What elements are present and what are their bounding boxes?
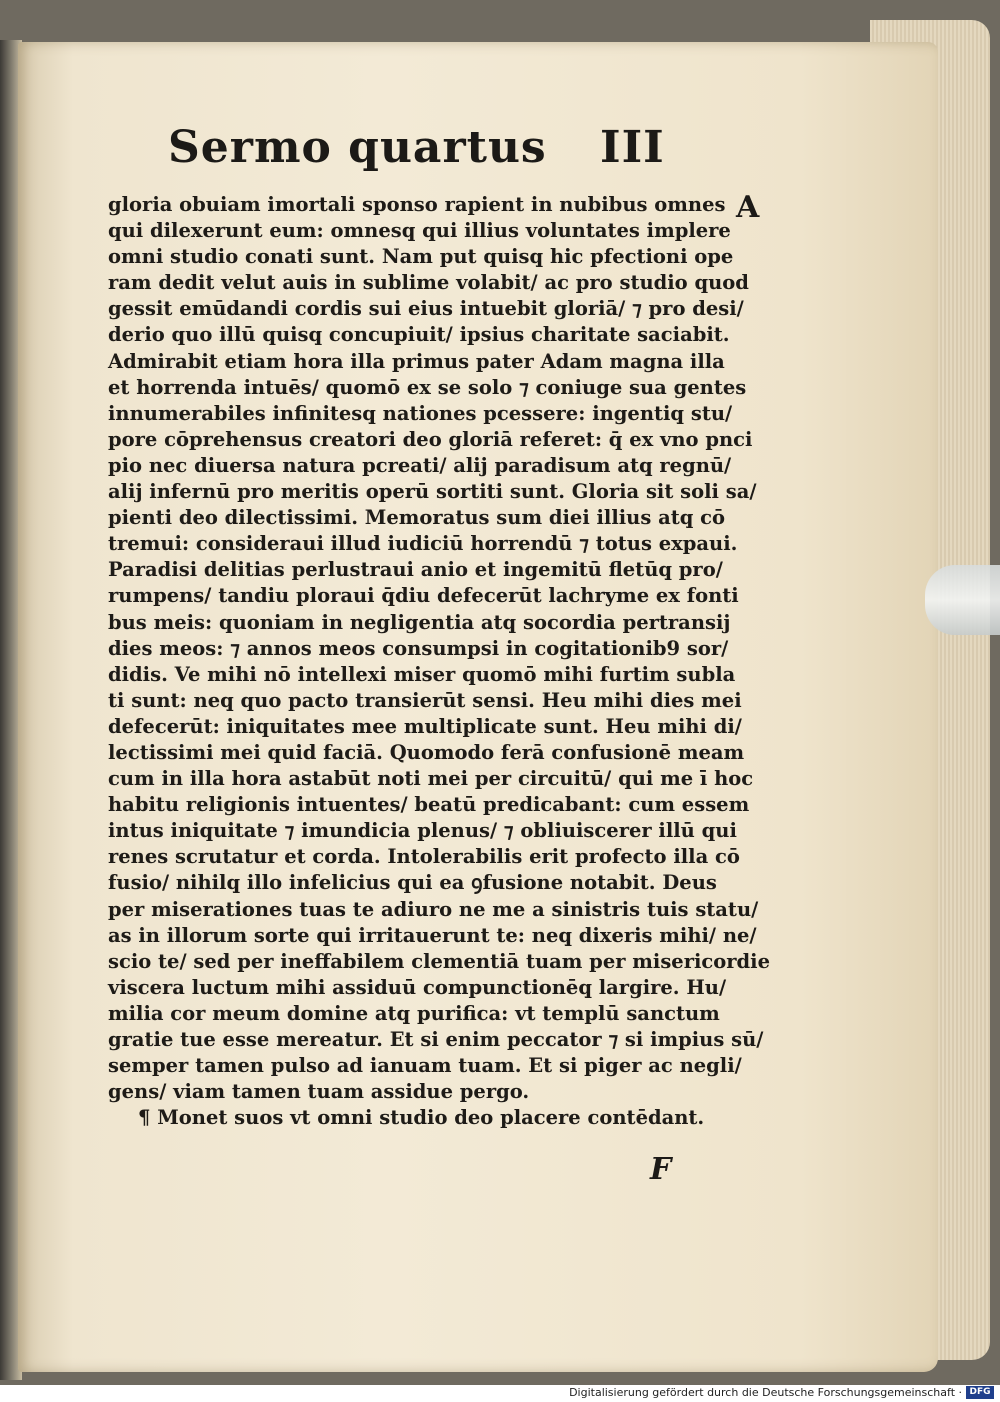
text-line: didis. Ve mihi nō intellexi miser quomō mihi furtim subla: [108, 662, 736, 686]
text-line: renes scrutatur et corda. Intolerabilis erit profecto illa cō: [108, 845, 740, 869]
body-text: [108, 192, 771, 1131]
text-line: gens/ viam tamen tuam assidue pergo.: [108, 1080, 530, 1104]
footer-bar: [0, 1385, 1000, 1402]
text-line: defecerūt: iniquitates mee multiplicate sunt. Heu mihi di/: [108, 714, 742, 738]
dfg-logo: DFG: [966, 1386, 994, 1399]
text-line: bus meis: quoniam in negligentia atq̧ socordia pertransij: [108, 610, 731, 634]
text-line: pio nec diuersa natura pcreati/ alij paradisum atq̧ regnū/: [108, 453, 732, 477]
text-line: qui dilexerunt eum: omnesq̧ qui illius voluntates implere: [108, 219, 731, 243]
text-line: ti sunt: neq̧ quo pacto transierūt sensi. Heu mihi dies mei: [108, 688, 742, 712]
text-line: derio quo illū quisq̧ concupiuit/ ipsius charitate saciabit.: [108, 323, 730, 347]
text-line: per miserationes tuas te adiuro ne me a sinistris tuis statu/: [108, 897, 759, 921]
text-line: alij infernū pro meritis operū sortiti sunt. Gloria sit soli sa/: [108, 480, 757, 504]
text-line: cum in illa hora astabūt noti mei per circuitū/ qui me ī hoc: [108, 767, 754, 791]
text-line: as in illorum sorte qui irritauerunt te: neq̧ dixeris mihi/ ne/: [108, 923, 757, 947]
text-line: pienti deo dilectissimi. Memoratus sum diei illius atq̧ cō: [108, 506, 726, 530]
text-line: omni studio conati sunt. Nam put quisq̧ hic pfectioni ope: [108, 245, 734, 269]
running-title: Sermo quartus: [168, 122, 547, 173]
page-heading: [168, 122, 668, 182]
margin-letter: A: [736, 190, 760, 225]
text-line: ¶ Monet suos vt omni studio deo placere contēdant.: [138, 1106, 705, 1130]
text-line: et horrenda intuēs/ quomō ex se solo ⁊ coniuge sua gentes: [108, 375, 747, 399]
text-line: ram dedit velut auis in sublime volabit/ ac pro studio quod: [108, 271, 749, 295]
text-line: rumpens/ tandiu ploraui q̄diu defecerūt lachryme ex fonti: [108, 584, 739, 608]
text-line: pore cōprehensus creatori deo gloriā referet: q̄ ex vno pnci: [108, 427, 753, 451]
text-line: tremui: consideraui illud iudiciū horrendū ⁊ totus expaui.: [108, 532, 738, 556]
text-line: gessit emūdandi cordis sui eius intuebit gloriā/ ⁊ pro desi/: [108, 297, 744, 321]
text-line: fusio/ nihilq̧ illo infelicius qui ea ꝯfusione notabit. Deus: [108, 871, 717, 895]
text-line: Paradisi delitias perlustraui anio et ingemitū fletūq̧ pro/: [108, 558, 723, 582]
text-line: lectissimi mei quid faciā. Quomodo ferā confusionē meam: [108, 740, 745, 764]
text-line: gloria obuiam imortali sponso rapient in nubibus omnes: [108, 193, 726, 216]
text-line: viscera luctum mihi assiduū compunctionēq̧ largire. Hu/: [108, 975, 727, 999]
text-line: milia cor meum domine atq̧ purifica: vt templū sanctum: [108, 1001, 720, 1025]
text-line: scio te/ sed per ineffabilem clementiā tuam per misericordie: [108, 949, 771, 973]
text-line: dies meos: ⁊ annos meos consumpsi in cogitationib9 sor/: [108, 636, 729, 660]
text-line: Admirabit etiam hora illa primus pater Adam magna illa: [108, 349, 725, 373]
text-line: gratie tue esse mereatur. Et si enim peccator ⁊ si impius sū/: [108, 1028, 764, 1051]
text-line: intus iniquitate ⁊ imundicia plenus/ ⁊ obliuiscerer illū qui: [108, 819, 737, 843]
text-line: innumerabiles infinitesq̧ nationes pcessere: ingentiq̧ stu/: [108, 401, 733, 425]
text-line: habitu religionis intuentes/ beatū predicabant: cum essem: [108, 793, 750, 817]
catchword: F: [650, 1152, 672, 1187]
page-holder-tab: [925, 565, 1000, 635]
text-line: semper tamen pulso ad ianuam tuam. Et si piger ac negli/: [108, 1054, 742, 1078]
funding-credit: Digitalisierung gefördert durch die Deutsche Forschungsgemeinschaft ·: [569, 1386, 962, 1399]
folio-number: III: [600, 122, 665, 173]
